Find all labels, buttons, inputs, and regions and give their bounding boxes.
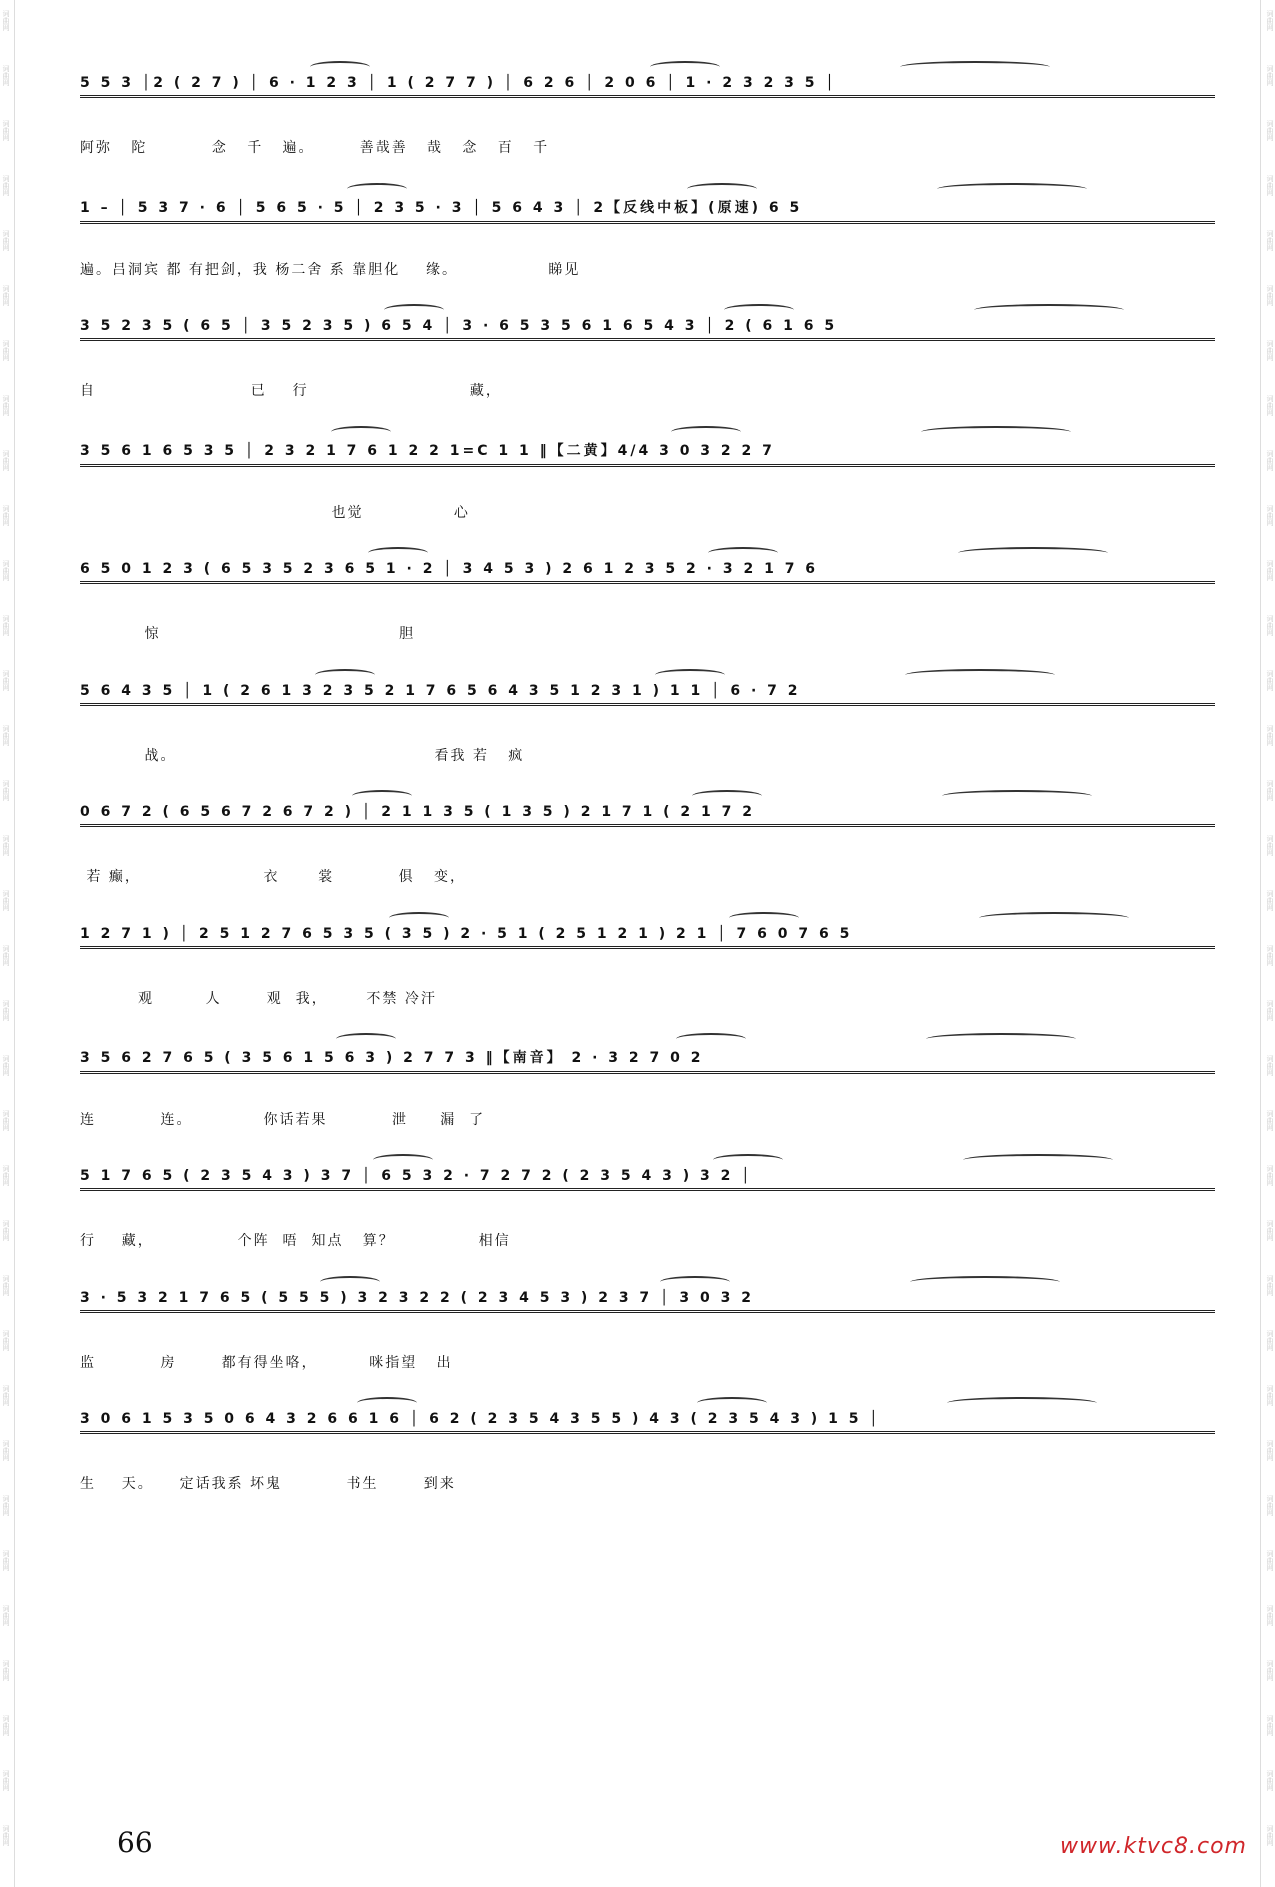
margin-watermark-text: 词曲网: [2, 1000, 10, 1021]
slur-mark: [708, 547, 778, 559]
slur-mark: [310, 61, 370, 73]
slur-mark: [676, 1033, 746, 1045]
margin-watermark-text: 词曲网: [1266, 395, 1274, 416]
score-system: [80, 926, 1215, 1066]
margin-watermark-text: 词曲网: [2, 945, 10, 966]
lyrics-line: 行 藏， 个阵 唔 知点 算？ 相信: [80, 1233, 511, 1249]
margin-watermark-text: 词曲网: [1266, 725, 1274, 746]
lyrics-line: 阿弥 陀 念 千 遍。 善哉善 哉 念 百 千: [80, 140, 550, 156]
margin-watermark-text: 词曲网: [2, 1660, 10, 1681]
margin-watermark-text: 词曲网: [1266, 890, 1274, 911]
margin-watermark-text: 词曲网: [1266, 1605, 1274, 1626]
margin-watermark-text: 词曲网: [2, 230, 10, 251]
slur-mark: [974, 304, 1124, 316]
margin-watermark-text: 词曲网: [1266, 10, 1274, 31]
margin-watermark-text: 词曲网: [2, 65, 10, 86]
margin-watermark-text: 词曲网: [1266, 505, 1274, 526]
slur-mark: [900, 61, 1050, 73]
jianpu-notes-line: 5 5 3 │2 ( 2 7 ) │ 6 · 1 2 3 │ 1 ( 2 7 7 ) │ 6 2 6 │ 2 0 6 │ 1 · 2 3 2 3 5 │: [80, 75, 1215, 98]
slur-mark: [958, 547, 1108, 559]
margin-watermark-text: 词曲网: [1266, 1495, 1274, 1516]
jianpu-notes-line: 3 5 2 3 5 ( 6 5 │ 3 5 2 3 5 ) 6 5 4 │ 3 · 6 5 3 5 6 1 6 5 4 3 │ 2 ( 6 1 6 5: [80, 318, 1215, 341]
slur-mark: [384, 304, 444, 316]
margin-watermark-text: 词曲网: [2, 340, 10, 361]
margin-watermark-text: 词曲网: [1266, 1715, 1274, 1736]
slur-mark: [352, 790, 412, 802]
margin-watermark-text: 词曲网: [1266, 340, 1274, 361]
margin-watermark-text: 词曲网: [2, 1385, 10, 1406]
margin-watermark-text: 词曲网: [2, 120, 10, 141]
margin-watermark-text: 词曲网: [2, 10, 10, 31]
margin-watermark-text: 词曲网: [2, 725, 10, 746]
website-watermark: www.ktvc8.com: [1059, 1834, 1247, 1859]
margin-watermark-text: 词曲网: [1266, 1550, 1274, 1571]
slur-mark: [315, 669, 375, 681]
margin-watermark-text: 词曲网: [2, 1495, 10, 1516]
slur-mark: [697, 1397, 767, 1409]
slur-mark: [336, 1033, 396, 1045]
margin-watermark-text: 词曲网: [2, 1110, 10, 1131]
margin-watermark-text: 词曲网: [2, 560, 10, 581]
margin-watermark-text: 词曲网: [2, 1330, 10, 1351]
margin-watermark-text: 词曲网: [2, 1165, 10, 1186]
slur-mark: [910, 1276, 1060, 1288]
lyrics-line: 自 已 行 藏，: [80, 383, 502, 399]
margin-watermark-text: 词曲网: [1266, 1110, 1274, 1131]
score-system: [80, 197, 1215, 337]
lyrics-line: 战。 看我 若 疯: [80, 748, 525, 764]
jianpu-notes-line: 5 6 4 3 5 │ 1 ( 2 6 1 3 2 3 5 2 1 7 6 5 6 4 3 5 1 2 3 1 ) 1 1 │ 6 · 7 2: [80, 683, 1215, 706]
slur-mark: [357, 1397, 417, 1409]
slur-mark: [655, 669, 725, 681]
margin-watermark-text: 词曲网: [1266, 1275, 1274, 1296]
margin-watermark-text: 词曲网: [1266, 945, 1274, 966]
margin-watermark-text: 词曲网: [1266, 285, 1274, 306]
margin-watermark-text: 词曲网: [2, 450, 10, 471]
margin-watermark-text: 词曲网: [2, 1825, 10, 1846]
score-system: [80, 1047, 1215, 1187]
margin-watermark-text: 词曲网: [1266, 670, 1274, 691]
slur-mark: [368, 547, 428, 559]
margin-watermark-text: 词曲网: [2, 395, 10, 416]
margin-watermark-text: 词曲网: [1266, 450, 1274, 471]
slur-mark: [660, 1276, 730, 1288]
margin-watermark-text: 词曲网: [1266, 1660, 1274, 1681]
jianpu-notes-line: 5 1 7 6 5 ( 2 3 5 4 3 ) 3 7 │ 6 5 3 2 · 7 2 7 2 ( 2 3 5 4 3 ) 3 2 │: [80, 1168, 1215, 1191]
margin-watermark-text: 词曲网: [2, 835, 10, 856]
slur-mark: [320, 1276, 380, 1288]
margin-watermark-text: 词曲网: [2, 670, 10, 691]
margin-watermark-text: 词曲网: [2, 615, 10, 636]
margin-watermark-text: 词曲网: [1266, 615, 1274, 636]
slur-mark: [692, 790, 762, 802]
lyrics-line: 连 连。 你话若果 泄 漏 了: [80, 1112, 486, 1128]
slur-mark: [650, 61, 720, 73]
right-margin-watermark-strip: [1260, 0, 1275, 1887]
slur-mark: [942, 790, 1092, 802]
slur-mark: [963, 1154, 1113, 1166]
jianpu-notes-line: 3 0 6 1 5 3 5 0 6 4 3 2 6 6 1 6 │ 6 2 ( 2 3 5 4 3 5 5 ) 4 3 ( 2 3 5 4 3 ) 1 5 │: [80, 1411, 1215, 1434]
margin-watermark-text: 词曲网: [1266, 175, 1274, 196]
jianpu-notes-line: 6 5 0 1 2 3 ( 6 5 3 5 2 3 6 5 1 · 2 │ 3 4 5 3 ) 2 6 1 2 3 5 2 · 3 2 1 7 6: [80, 561, 1215, 584]
margin-watermark-text: 词曲网: [1266, 560, 1274, 581]
left-margin-watermark-strip: [0, 0, 15, 1887]
slur-mark: [713, 1154, 783, 1166]
slur-mark: [724, 304, 794, 316]
slur-mark: [979, 912, 1129, 924]
margin-watermark-text: 词曲网: [2, 1770, 10, 1791]
lyrics-line: 观 人 观 我， 不禁 冷汗: [80, 991, 437, 1007]
margin-watermark-text: 词曲网: [2, 890, 10, 911]
jianpu-notes-line: 0 6 7 2 ( 6 5 6 7 2 6 7 2 ) │ 2 1 1 3 5 ( 1 3 5 ) 2 1 7 1 ( 2 1 7 2: [80, 804, 1215, 827]
margin-watermark-text: 词曲网: [1266, 1220, 1274, 1241]
margin-watermark-text: 词曲网: [2, 1220, 10, 1241]
margin-watermark-text: 词曲网: [2, 175, 10, 196]
slur-mark: [331, 426, 391, 438]
slur-mark: [373, 1154, 433, 1166]
margin-watermark-text: 词曲网: [1266, 120, 1274, 141]
margin-watermark-text: 词曲网: [2, 1275, 10, 1296]
page-number: 66: [117, 1826, 153, 1859]
jianpu-notes-line: 1 – │ 5 3 7 · 6 │ 5 6 5 · 5 │ 2 3 5 · 3 │ 5 6 4 3 │ 2【反线中板】(原速) 6 5: [80, 197, 1215, 224]
margin-watermark-text: 词曲网: [2, 285, 10, 306]
score-system: [80, 1411, 1215, 1551]
margin-watermark-text: 词曲网: [1266, 1440, 1274, 1461]
margin-watermark-text: 词曲网: [1266, 780, 1274, 801]
lyrics-line: 也觉 心: [80, 505, 470, 521]
margin-watermark-text: 词曲网: [1266, 1825, 1274, 1846]
slur-mark: [671, 426, 741, 438]
slur-mark: [905, 669, 1055, 681]
margin-watermark-text: 词曲网: [2, 1715, 10, 1736]
margin-watermark-text: 词曲网: [1266, 1165, 1274, 1186]
margin-watermark-text: 词曲网: [2, 1440, 10, 1461]
slur-mark: [921, 426, 1071, 438]
score-system: [80, 1290, 1215, 1430]
margin-watermark-text: 词曲网: [1266, 1770, 1274, 1791]
margin-watermark-text: 词曲网: [1266, 65, 1274, 86]
lyrics-line: 若 癫， 衣 裳 俱 变，: [80, 869, 467, 885]
slur-mark: [926, 1033, 1076, 1045]
slur-mark: [729, 912, 799, 924]
lyrics-line: 惊 胆: [80, 626, 416, 642]
slur-mark: [347, 183, 407, 195]
margin-watermark-text: 词曲网: [2, 1055, 10, 1076]
lyrics-line: 生 天。 定话我系 坏鬼 书生 到来: [80, 1476, 456, 1492]
margin-watermark-text: 词曲网: [1266, 230, 1274, 251]
margin-watermark-text: 词曲网: [1266, 1055, 1274, 1076]
margin-watermark-text: 词曲网: [2, 780, 10, 801]
margin-watermark-text: 词曲网: [2, 1605, 10, 1626]
slur-mark: [687, 183, 757, 195]
jianpu-notes-line: 3 · 5 3 2 1 7 6 5 ( 5 5 5 ) 3 2 3 2 2 ( 2 3 4 5 3 ) 2 3 7 │ 3 0 3 2: [80, 1290, 1215, 1313]
margin-watermark-text: 词曲网: [1266, 1330, 1274, 1351]
lyrics-line: 监 房 都有得坐咯， 咪指望 出: [80, 1355, 453, 1371]
margin-watermark-text: 词曲网: [2, 1550, 10, 1571]
jianpu-notes-line: 3 5 6 2 7 6 5 ( 3 5 6 1 5 6 3 ) 2 7 7 3 ‖【南音】 2 · 3 2 7 0 2: [80, 1047, 1215, 1074]
score-system: [80, 440, 1215, 580]
score-system: [80, 683, 1215, 823]
margin-watermark-text: 词曲网: [1266, 835, 1274, 856]
margin-watermark-text: 词曲网: [1266, 1000, 1274, 1021]
slur-mark: [389, 912, 449, 924]
slur-mark: [947, 1397, 1097, 1409]
jianpu-notes-line: 3 5 6 1 6 5 3 5 │ 2 3 2 1 7 6 1 2 2 1=C 1 1 ‖【二黄】4/4 3 0 3 2 2 7: [80, 440, 1215, 467]
lyrics-line: 遍。吕洞宾 都 有把剑，我 杨二舍 系 靠胆化 缘。 睇见: [80, 262, 581, 278]
jianpu-notes-line: 1 2 7 1 ) │ 2 5 1 2 7 6 5 3 5 ( 3 5 ) 2 · 5 1 ( 2 5 1 2 1 ) 2 1 │ 7 6 0 7 6 5: [80, 926, 1215, 949]
slur-mark: [937, 183, 1087, 195]
margin-watermark-text: 词曲网: [2, 505, 10, 526]
margin-watermark-text: 词曲网: [1266, 1385, 1274, 1406]
